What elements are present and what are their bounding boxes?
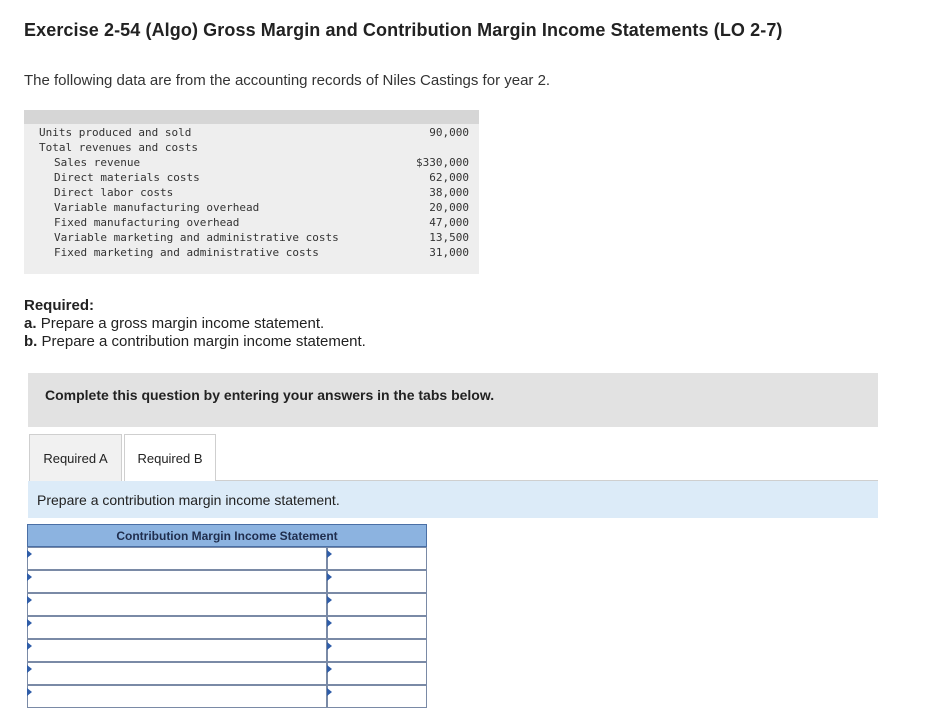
statement-amount-input[interactable] bbox=[327, 547, 427, 570]
data-row bbox=[24, 155, 479, 170]
statement-label-input[interactable] bbox=[27, 570, 327, 593]
statement-amount-input[interactable] bbox=[327, 616, 427, 639]
dropdown-marker-icon bbox=[327, 665, 332, 673]
contribution-margin-statement bbox=[27, 524, 427, 708]
required-a-text: Prepare a gross margin income statement. bbox=[40, 315, 325, 332]
data-row-label: Fixed marketing and administrative costs bbox=[54, 246, 319, 259]
dropdown-marker-icon bbox=[327, 642, 332, 650]
data-row-value: $330,000 bbox=[416, 156, 469, 169]
dropdown-marker-icon bbox=[27, 688, 32, 696]
given-data-table bbox=[24, 110, 479, 274]
data-row bbox=[24, 170, 479, 185]
required-a-prefix: a. bbox=[24, 315, 37, 332]
dropdown-marker-icon bbox=[27, 665, 32, 673]
statement-row bbox=[27, 570, 427, 593]
dropdown-marker-icon bbox=[27, 573, 32, 581]
required-header: Required: bbox=[24, 297, 95, 314]
data-row bbox=[24, 140, 479, 155]
data-table-topbar bbox=[24, 110, 479, 124]
required-b-text: Prepare a contribution margin income statement. bbox=[41, 333, 366, 350]
dropdown-marker-icon bbox=[27, 596, 32, 604]
data-row-label: Variable marketing and administrative costs bbox=[54, 231, 339, 244]
dropdown-marker-icon bbox=[27, 550, 32, 558]
statement-amount-input[interactable] bbox=[327, 662, 427, 685]
tab-required-a[interactable]: Required A bbox=[29, 434, 122, 481]
dropdown-marker-icon bbox=[327, 688, 332, 696]
data-row-value: 20,000 bbox=[429, 201, 469, 214]
data-row bbox=[24, 125, 479, 140]
tab-required-b[interactable]: Required B bbox=[124, 434, 216, 481]
instruction-text: Prepare a contribution margin income statement. bbox=[37, 492, 340, 508]
statement-label-input[interactable] bbox=[27, 639, 327, 662]
statement-label-input[interactable] bbox=[27, 593, 327, 616]
data-row-value: 62,000 bbox=[429, 171, 469, 184]
dropdown-marker-icon bbox=[327, 550, 332, 558]
required-section bbox=[24, 297, 366, 351]
data-row-value: 38,000 bbox=[429, 186, 469, 199]
statement-label-input[interactable] bbox=[27, 662, 327, 685]
data-row-value: 47,000 bbox=[429, 216, 469, 229]
data-row-label: Fixed manufacturing overhead bbox=[54, 216, 240, 229]
instructions-banner bbox=[28, 373, 878, 427]
required-b bbox=[24, 333, 366, 351]
statement-row bbox=[27, 547, 427, 570]
data-row-label: Total revenues and costs bbox=[39, 141, 198, 154]
statement-row bbox=[27, 685, 427, 708]
statement-amount-input[interactable] bbox=[327, 639, 427, 662]
statement-row bbox=[27, 593, 427, 616]
data-row-value: 13,500 bbox=[429, 231, 469, 244]
dropdown-marker-icon bbox=[327, 573, 332, 581]
statement-row bbox=[27, 639, 427, 662]
statement-header: Contribution Margin Income Statement bbox=[27, 524, 427, 547]
statement-label-input[interactable] bbox=[27, 547, 327, 570]
data-row-value: 90,000 bbox=[429, 126, 469, 139]
data-row bbox=[24, 230, 479, 245]
statement-amount-input[interactable] bbox=[327, 685, 427, 708]
data-row bbox=[24, 200, 479, 215]
data-row bbox=[24, 245, 479, 260]
data-row-value: 31,000 bbox=[429, 246, 469, 259]
required-a bbox=[24, 315, 366, 333]
data-row bbox=[24, 185, 479, 200]
statement-row bbox=[27, 662, 427, 685]
data-row-label: Variable manufacturing overhead bbox=[54, 201, 260, 214]
dropdown-marker-icon bbox=[327, 619, 332, 627]
statement-row bbox=[27, 616, 427, 639]
dropdown-marker-icon bbox=[27, 642, 32, 650]
data-row-label: Direct materials costs bbox=[54, 171, 200, 184]
dropdown-marker-icon bbox=[27, 619, 32, 627]
statement-amount-input[interactable] bbox=[327, 593, 427, 616]
tab-instruction bbox=[28, 481, 878, 518]
required-b-prefix: b. bbox=[24, 333, 38, 350]
statement-amount-input[interactable] bbox=[327, 570, 427, 593]
intro-text: The following data are from the accounting records of Niles Castings for year 2. bbox=[24, 72, 551, 89]
exercise-title: Exercise 2-54 (Algo) Gross Margin and Contribution Margin Income Statements (LO 2-7) bbox=[24, 20, 783, 40]
banner-text: Complete this question by entering your answers in the tabs below. bbox=[45, 387, 495, 403]
data-row-label: Sales revenue bbox=[54, 156, 141, 169]
data-row-label: Direct labor costs bbox=[54, 186, 174, 199]
statement-label-input[interactable] bbox=[27, 616, 327, 639]
data-row bbox=[24, 215, 479, 230]
dropdown-marker-icon bbox=[327, 596, 332, 604]
data-row-label: Units produced and sold bbox=[39, 126, 192, 139]
statement-label-input[interactable] bbox=[27, 685, 327, 708]
